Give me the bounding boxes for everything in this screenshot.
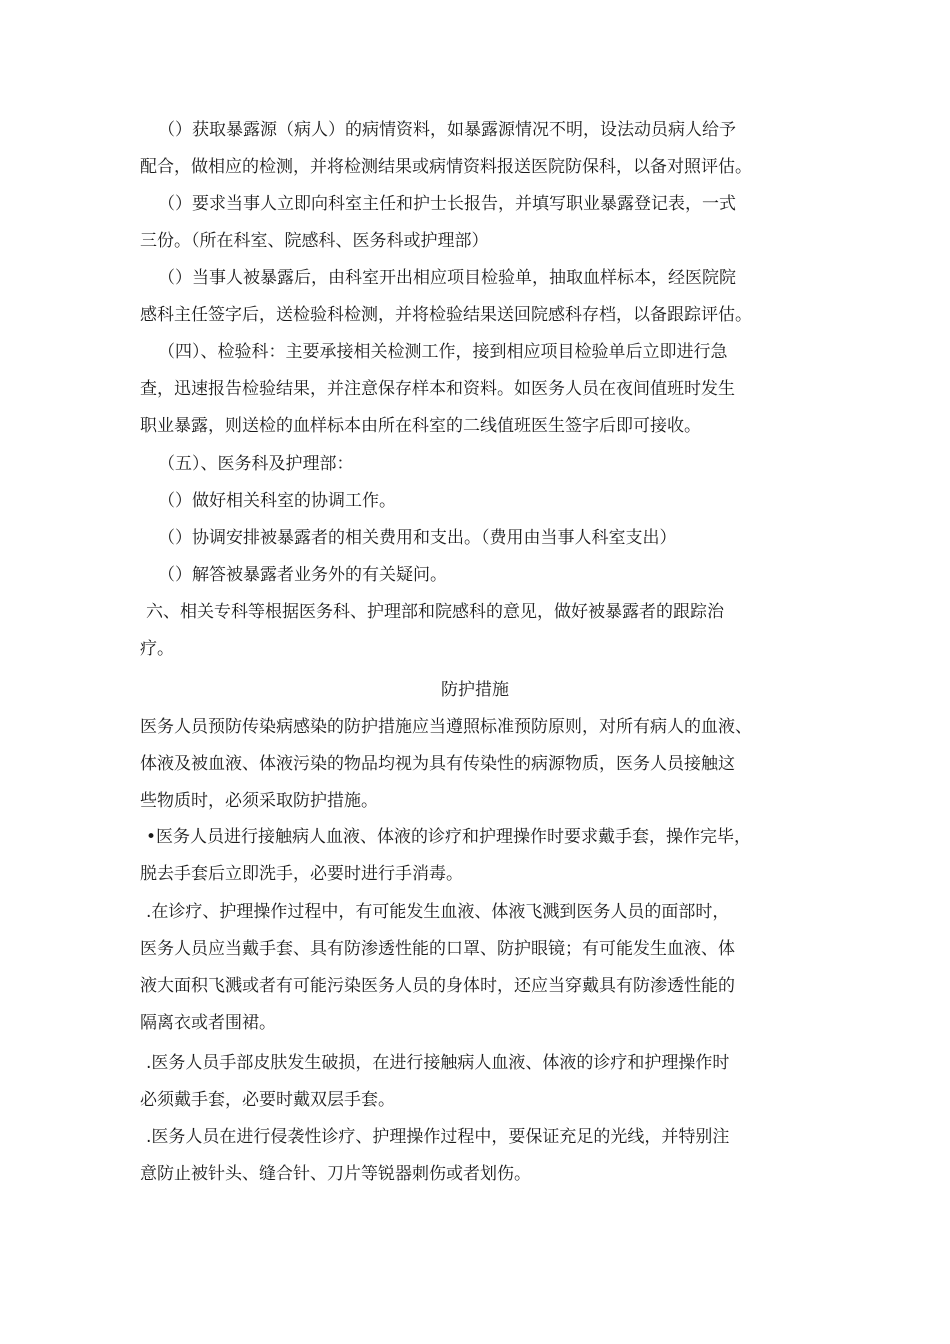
- paragraph-lab-department: [140, 334, 840, 445]
- paragraph-line: 隔离衣或者围裙。: [140, 1013, 276, 1033]
- paragraph-line: 三份。（所在科室、院感科、医务科或护理部）: [140, 231, 489, 251]
- paragraph-line: 职业暴露，则送检的血样标本由所在科室的二线值班医生签字后即可接收。: [140, 416, 701, 436]
- paragraph-line: （）要求当事人立即向科室主任和护士长报告，并填写职业暴露登记表，一式: [158, 194, 736, 214]
- paragraph-line: （四）、检验科：主要承接相关检测工作，接到相应项目检验单后立即进行急: [158, 342, 728, 362]
- paragraph-line: （）获取暴露源（病人）的病情资料，如暴露源情况不明，设法动员病人给予: [158, 120, 736, 140]
- paragraph-line: •医务人员进行接触病人血液、体液的诊疗和护理操作时要求戴手套，操作完毕，: [146, 827, 752, 847]
- paragraph-sharps-safety: [140, 1119, 840, 1193]
- paragraph-line: 体液及被血液、体液污染的物品均视为具有传染性的病源物质，医务人员接触这: [140, 754, 735, 774]
- paragraph-questions: [140, 557, 840, 594]
- paragraph-line: 疗。: [140, 639, 174, 659]
- paragraph-line: 液大面积飞溅或者有可能污染医务人员的身体时，还应当穿戴具有防渗透性能的: [140, 976, 735, 996]
- paragraph-coordination: [140, 483, 840, 520]
- paragraph-splash-protection: [140, 894, 840, 1042]
- paragraph-line: 配合，做相应的检测，并将检测结果或病情资料报送医院防保科，以备对照评估。: [140, 157, 752, 177]
- paragraph-follow-up: [140, 594, 840, 668]
- paragraph-line: 医务人员预防传染病感染的防护措施应当遵照标准预防原则，对所有病人的血液、: [140, 717, 752, 737]
- paragraph-line: 意防止被针头、缝合针、刀片等锐器刺伤或者划伤。: [140, 1164, 531, 1184]
- paragraph-line: （）协调安排被暴露者的相关费用和支出。（费用由当事人科室支出）: [158, 528, 677, 548]
- paragraph-line: 医务人员应当戴手套、具有防渗透性能的口罩、防护眼镜；有可能发生血液、体: [140, 939, 735, 959]
- section-title: 防护措施: [441, 680, 509, 700]
- paragraph-gloves: [140, 819, 840, 893]
- paragraph-line: .在诊疗、护理操作过程中，有可能发生血液、体液飞溅到医务人员的面部时，: [146, 902, 730, 922]
- paragraph-damaged-skin: [140, 1045, 840, 1119]
- paragraph-line: 些物质时，必须采取防护措施。: [140, 791, 378, 811]
- paragraph-obtain-source-info: [140, 112, 840, 186]
- paragraph-line: 脱去手套后立即洗手，必要时进行手消毒。: [140, 864, 463, 884]
- paragraph-line: .医务人员在进行侵袭性诊疗、护理操作过程中，要保证充足的光线，并特别注: [146, 1127, 730, 1147]
- paragraph-line: 感科主任签字后，送检验科检测，并将检验结果送回院感科存档，以备跟踪评估。: [140, 305, 752, 325]
- paragraph-line: 必须戴手套，必要时戴双层手套。: [140, 1090, 395, 1110]
- paragraph-line: （）解答被暴露者业务外的有关疑问。: [158, 565, 447, 585]
- paragraph-medical-affairs-heading: [140, 446, 840, 483]
- paragraph-line: 查，迅速报告检验结果，并注意保存样本和资料。如医务人员在夜间值班时发生: [140, 379, 735, 399]
- paragraph-line: （五）、医务科及护理部：: [158, 454, 354, 474]
- paragraph-lab-test-order: [140, 260, 840, 334]
- paragraph-line: （）做好相关科室的协调工作。: [158, 491, 396, 511]
- paragraph-report-to-supervisor: [140, 186, 840, 260]
- paragraph-standard-precautions: [140, 709, 860, 820]
- paragraph-line: 六、相关专科等根据医务科、护理部和院感科的意见，做好被暴露者的跟踪治: [146, 602, 724, 622]
- paragraph-line: （）当事人被暴露后，由科室开出相应项目检验单，抽取血样标本，经医院院: [158, 268, 736, 288]
- paragraph-line: .医务人员手部皮肤发生破损，在进行接触病人血液、体液的诊疗和护理操作时: [146, 1053, 730, 1073]
- paragraph-costs: [140, 520, 840, 557]
